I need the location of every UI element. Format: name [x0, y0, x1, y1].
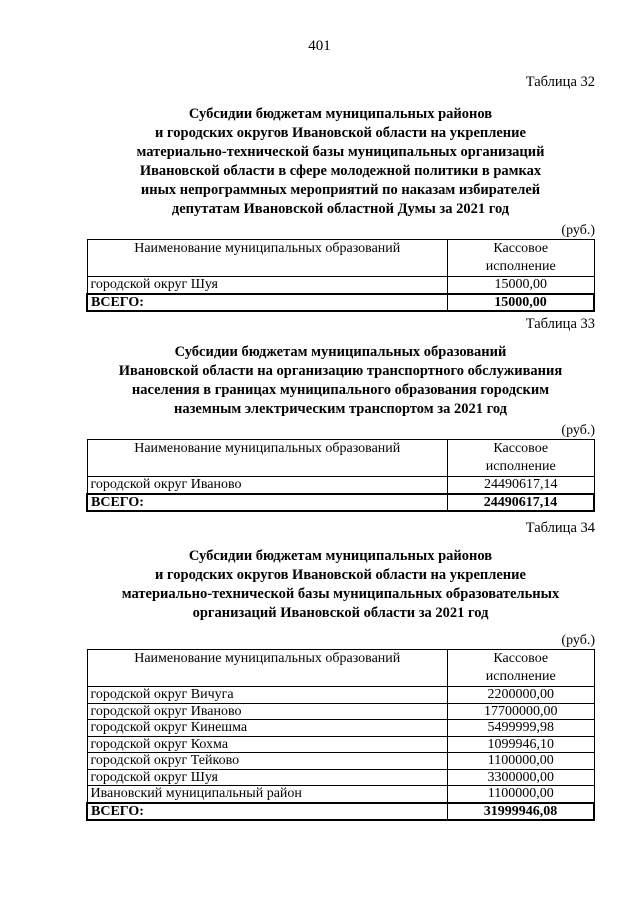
total-value: 24490617,14 [448, 494, 595, 512]
title-line: Ивановской области в сфере молодежной политики в рамках [139, 163, 542, 179]
column-header-line: исполнение [485, 259, 556, 274]
column-header-value [448, 240, 595, 277]
row-name: городской округ Кинешма [87, 720, 448, 737]
row-name: городской округ Иваново [87, 703, 448, 720]
column-header-line: исполнение [485, 669, 556, 684]
table-32-section [86, 72, 595, 312]
column-header-name: Наименование муниципальных образований [87, 650, 448, 687]
row-name: городской округ Вичуга [87, 687, 448, 704]
total-row [87, 803, 594, 821]
column-header-name: Наименование муниципальных образований [87, 240, 448, 277]
total-row [87, 294, 594, 312]
table-title [86, 547, 595, 623]
table-row [87, 687, 594, 704]
row-value: 1100000,00 [448, 786, 595, 803]
column-header-name: Наименование муниципальных образований [87, 440, 448, 477]
row-value: 15000,00 [448, 277, 595, 294]
title-line: иных непрограммных мероприятий по наказам избирателей [140, 182, 541, 198]
total-value: 15000,00 [448, 294, 595, 312]
row-value: 5499999,98 [448, 720, 595, 737]
column-header-line: Кассовое [493, 651, 549, 666]
title-line: Субсидии бюджетам муниципальных районов [188, 106, 493, 122]
total-label: ВСЕГО: [87, 803, 448, 821]
table-title [86, 105, 595, 219]
column-header-line: Кассовое [493, 441, 549, 456]
row-value: 24490617,14 [448, 477, 595, 494]
row-value: 3300000,00 [448, 769, 595, 786]
title-line: наземным электрическим транспортом за 2021 год [173, 401, 507, 417]
table-label: Таблица 33 [525, 316, 595, 332]
title-line: депутатам Ивановской областной Думы за 2021 год [171, 201, 510, 217]
table-row [87, 786, 594, 803]
row-value: 17700000,00 [448, 703, 595, 720]
units-label: (руб.) [561, 633, 595, 648]
total-row [87, 494, 594, 512]
title-line: Субсидии бюджетам муниципальных образований [174, 344, 507, 360]
title-line: материально-технической базы муниципальных образовательных [121, 586, 560, 602]
total-value: 31999946,08 [448, 803, 595, 821]
row-name: городской округ Шуя [87, 277, 448, 294]
table-row [87, 736, 594, 753]
title-line: и городских округов Ивановской области на укрепление [155, 567, 526, 583]
row-value: 1099946,10 [448, 736, 595, 753]
table-row [87, 277, 594, 294]
data-table [86, 649, 595, 821]
table-row [87, 477, 594, 494]
title-line: материально-технической базы муниципальных организаций [136, 144, 545, 160]
table-header [87, 240, 594, 277]
table-header [87, 650, 594, 687]
column-header-line: Кассовое [493, 241, 549, 256]
table-row [87, 720, 594, 737]
title-line: Ивановской области на организацию транспортного обслуживания [118, 363, 563, 379]
table-row [87, 703, 594, 720]
row-name: городской округ Кохма [87, 736, 448, 753]
data-table [86, 439, 595, 512]
table-34-section [86, 518, 595, 821]
column-header-line: исполнение [485, 459, 556, 474]
units-label: (руб.) [561, 423, 595, 438]
total-label: ВСЕГО: [87, 494, 448, 512]
table-row [87, 769, 594, 786]
row-value: 2200000,00 [448, 687, 595, 704]
title-line: населения в границах муниципального образования городским [131, 382, 550, 398]
table-header [87, 440, 594, 477]
row-name: Ивановский муниципальный район [87, 786, 448, 803]
title-line: организаций Ивановской области за 2021 год [192, 605, 489, 621]
table-title [86, 343, 595, 419]
column-header-value [448, 650, 595, 687]
row-value: 1100000,00 [448, 753, 595, 770]
title-line: Субсидии бюджетам муниципальных районов [188, 548, 493, 564]
units-label: (руб.) [561, 223, 595, 238]
column-header-value [448, 440, 595, 477]
page-number: 401 [308, 38, 331, 54]
row-name: городской округ Шуя [87, 769, 448, 786]
data-table [86, 239, 595, 312]
table-label: Таблица 34 [525, 520, 595, 536]
title-line: и городских округов Ивановской области на укрепление [155, 125, 526, 141]
total-label: ВСЕГО: [87, 294, 448, 312]
table-33-section [86, 314, 595, 512]
table-row [87, 753, 594, 770]
row-name: городской округ Иваново [87, 477, 448, 494]
row-name: городской округ Тейково [87, 753, 448, 770]
table-label: Таблица 32 [525, 74, 595, 90]
